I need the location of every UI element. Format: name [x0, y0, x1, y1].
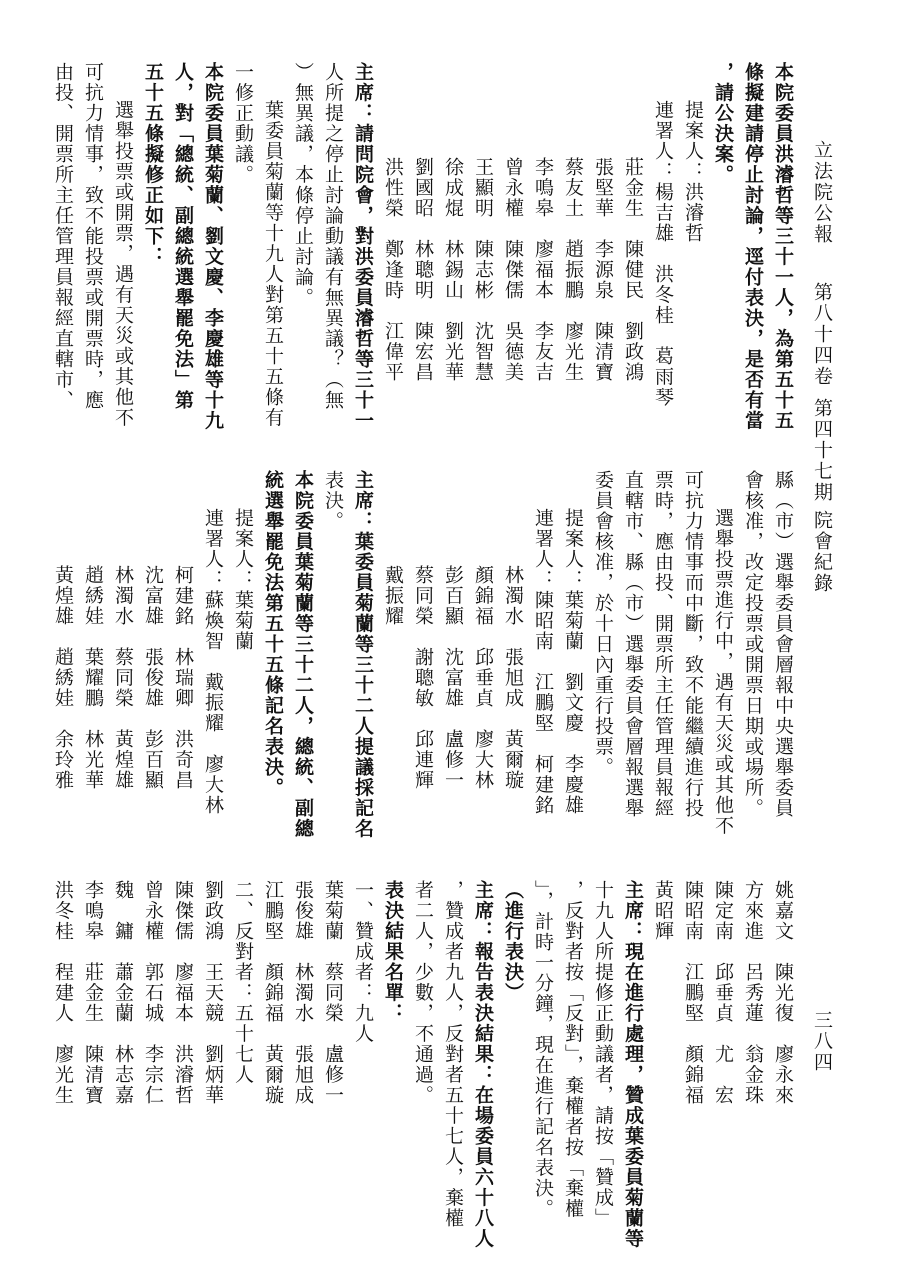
name-list-line: 江鵬堅 顏錦福 黃爾璇 — [262, 880, 284, 1106]
cosigner-line: 連署人：陳昭南 江鵬堅 柯建銘 — [532, 508, 554, 816]
paragraph-line: 葉委員菊蘭等十九人對第五十五條有 — [262, 100, 284, 428]
lower-block — [48, 880, 798, 1260]
cosigner-line: 林濁水 張旭成 黃爾璇 — [502, 565, 524, 791]
chair-statement: 主席：請問院會，對洪委員濬哲等三十一 — [352, 62, 374, 431]
name-list-line: 李鳴皋 莊金生 陳清寶 — [82, 880, 104, 1106]
journal-title: 立法院公報 — [811, 140, 833, 245]
cosigner-line: 沈富雄 張俊雄 彭百顯 — [142, 565, 164, 791]
name-list-line: 陳定南 邱垂貞 尤 宏 — [712, 880, 734, 1106]
paragraph-line: 十九人所提修正動議者，請按「贊成」 — [592, 880, 614, 1229]
cosigner-line: 趙綉娃 葉耀鵬 林光華 — [82, 565, 104, 791]
paragraph-line: 縣（市）選舉委員會層報中央選舉委員 — [772, 470, 794, 819]
cosigner-line: 曾永權 陳傑儒 吳德美 — [502, 157, 524, 383]
name-list-line: 洪冬桂 程建人 廖光生 — [52, 880, 74, 1106]
name-list-line: 曾永權 郭石城 李宗仁 — [142, 880, 164, 1106]
motion-title-line: 條擬建請停止討論，逕付表決，是否有當 — [742, 62, 764, 431]
cosigner-line: 蔡友土 趙振鵬 廖光生 — [562, 157, 584, 383]
name-list-line: 劉政鴻 王天競 劉炳華 — [202, 880, 224, 1106]
proposer-line: 提案人：洪濬哲 — [682, 100, 704, 244]
cosigner-line: 李鳴皋 廖福本 李友吉 — [532, 157, 554, 383]
name-list-line: 魏 鏞 蕭金蘭 林志嘉 — [112, 880, 134, 1106]
paragraph-line: 人所提之停止討論動議有無異議？（無 — [322, 62, 344, 411]
paragraph-line: ，贊成者九人，反對者五十七人，棄權 — [442, 880, 464, 1229]
paragraph-line: 者二人，少數，不通過。 — [412, 880, 434, 1106]
middle-block — [48, 470, 798, 870]
paragraph-line: 直轄市、縣（市）選舉委員會層報選舉 — [622, 470, 644, 819]
cosigner-line: 林濁水 蔡同榮 黃煌雄 — [112, 565, 134, 791]
cosigner-line: 張堅華 李源泉 陳清寶 — [592, 157, 614, 383]
paragraph-line: 一修正動議。 — [232, 62, 254, 185]
cosigner-line: 柯建銘 林瑞卿 洪奇昌 — [172, 565, 194, 791]
no-votes-heading: 二、反對者：五十七人 — [232, 880, 254, 1085]
name-list-line: 陳傑儒 廖福本 洪濬哲 — [172, 880, 194, 1106]
motion-title-line: 本院委員葉菊蘭等三十二人，總統、副總 — [292, 470, 314, 839]
motion-title-line: 本院委員葉菊蘭、劉文慶、李慶雄等十九 — [202, 62, 224, 431]
cosigner-line: 蔡同榮 謝聰敏 邱連輝 — [412, 565, 434, 791]
paragraph-line: ）無異議，本條停止討論。 — [292, 62, 314, 308]
paragraph-line: 選舉投票或開票，遇有天災或其他不 — [112, 100, 134, 428]
page-number: 三八四 — [811, 1010, 833, 1073]
proposer-line: 提案人：葉菊蘭 — [232, 508, 254, 652]
cosigner-line: 莊金生 陳健民 劉政鴻 — [622, 157, 644, 383]
cosigner-line: 彭百顯 沈富雄 盧修一 — [442, 565, 464, 791]
cosigner-line: 劉國昭 林聰明 陳宏昌 — [412, 157, 434, 383]
cosigner-line: 連署人：蘇煥智 戴振耀 廖大林 — [202, 508, 224, 816]
vote-result-heading: 表決結果名單： — [382, 880, 404, 1024]
paragraph-line: 票時，應由投、開票所主任管理員報經 — [652, 470, 674, 819]
motion-title-line: 統選舉罷免法第五十五條記名表決。 — [262, 470, 284, 798]
motion-title-line: ，請公決案。 — [712, 62, 734, 185]
paragraph-line: 表決。 — [322, 470, 344, 532]
upper-block — [48, 62, 798, 482]
name-list-line: 黃昭輝 — [652, 880, 674, 942]
chair-statement: 主席：葉委員菊蘭等三十二人提議採記名 — [352, 470, 374, 839]
name-list-line: 方來進 呂秀蓮 翁金珠 — [742, 880, 764, 1106]
motion-title-line: 本院委員洪濬哲等三十一人，為第五十五 — [772, 62, 794, 431]
name-list-line: 姚嘉文 陳光復 廖永來 — [772, 880, 794, 1106]
paragraph-line: ，反對者按「反對」，棄權者按「棄權 — [562, 880, 584, 1219]
paragraph-line: 」，計時一分鐘，現在進行記名表決。 — [532, 880, 554, 1219]
motion-title-line: 五十五條擬修正如下： — [142, 62, 164, 267]
paragraph-line: 可抗力情事，致不能投票或開票時，應 — [82, 62, 104, 411]
cosigner-line: 王顯明 陳志彬 沈智慧 — [472, 157, 494, 383]
cosigner-line: 戴振耀 — [382, 565, 404, 627]
proposer-line: 提案人：葉菊蘭 劉文慶 李慶雄 — [562, 508, 584, 816]
cosigner-line: 連署人：楊吉雄 洪冬桂 葛雨琴 — [652, 100, 674, 408]
yes-votes-heading: 一、贊成者：九人 — [352, 880, 374, 1044]
cosigner-line: 洪性榮 鄭逢時 江偉平 — [382, 157, 404, 383]
section-name: 院會紀錄 — [811, 510, 833, 594]
paragraph-line: 委員會核准，於十日內重行投票。 — [592, 470, 614, 778]
paragraph-line: 由投、開票所主任管理員報經直轄市、 — [52, 62, 74, 411]
name-list-line: 葉菊蘭 蔡同榮 盧修一 — [322, 880, 344, 1106]
motion-title-line: 人，對「總統、副總統選舉罷免法」第 — [172, 62, 194, 411]
name-list-line: 張俊雄 林濁水 張旭成 — [292, 880, 314, 1106]
cosigner-line: 徐成焜 林錫山 劉光華 — [442, 157, 464, 383]
vote-in-progress-note: （進行表決） — [502, 880, 524, 1003]
issue-number: 第四十七期 — [811, 398, 833, 503]
paragraph-line: 選舉投票進行中，遇有天災或其他不 — [712, 508, 734, 836]
cosigner-line: 顏錦福 邱垂貞 廖大林 — [472, 565, 494, 791]
paragraph-line: 會核准，改定投票或開票日期或場所。 — [742, 470, 764, 819]
chair-statement: 主席：報告表決結果：在場委員六十八人 — [472, 880, 494, 1249]
paragraph-line: 可抗力情事而中斷，致不能繼續進行投 — [682, 470, 704, 819]
volume-number: 第八十四卷 — [811, 282, 833, 387]
chair-statement: 主席：現在進行處理，贊成葉委員菊蘭等 — [622, 880, 644, 1249]
name-list-line: 陳昭南 江鵬堅 顏錦福 — [682, 880, 704, 1106]
cosigner-line: 黃煌雄 趙綉娃 余玲雅 — [52, 565, 74, 791]
